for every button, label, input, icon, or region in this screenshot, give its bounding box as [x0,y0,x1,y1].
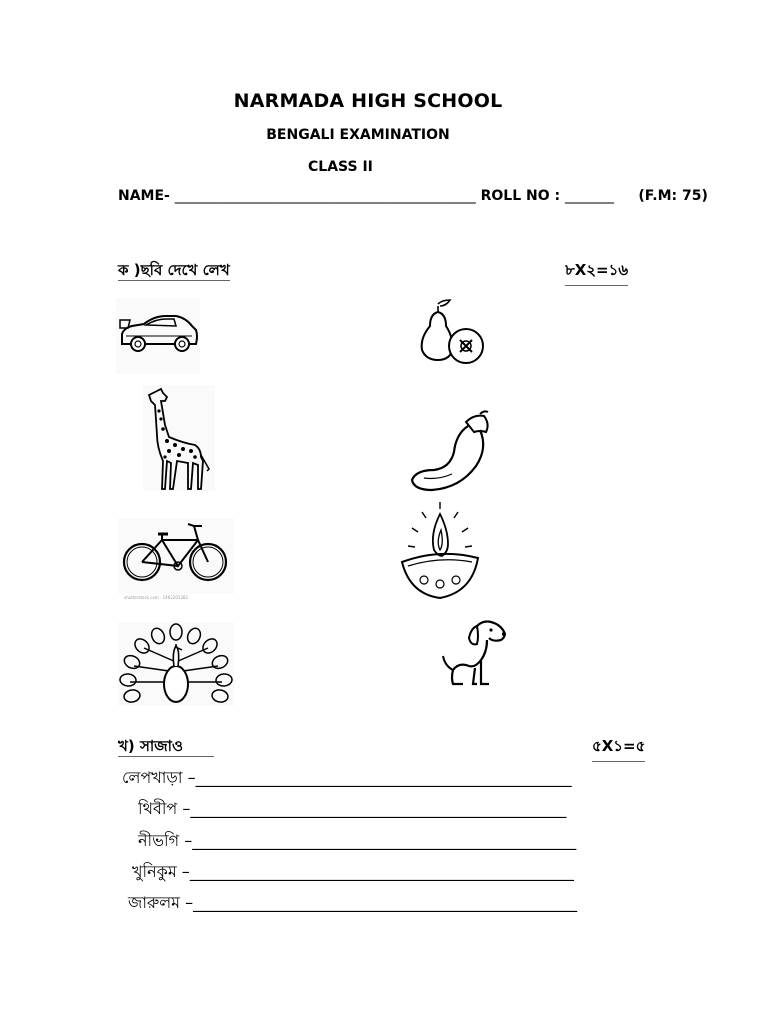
student-info-line [118,188,708,204]
image-watermark: shutterstock.com · 1462201382 [124,595,189,600]
jumbled-word: জারুলম – [128,893,194,912]
section-a-title [118,261,230,281]
bicycle-icon [118,518,234,594]
brinjal-icon [408,408,494,492]
answer-blank[interactable]: _______________________________________________ [195,768,572,787]
name-field[interactable]: ___________________________________________ [174,188,476,204]
list-item [138,828,576,855]
class-label: CLASS II [308,159,373,175]
list-item [132,859,574,886]
section-a-heading [118,259,230,284]
car-icon [116,298,200,374]
full-marks: (F.M: 75) [638,188,708,204]
section-a-marks: ৮X২=১৬ [565,259,628,286]
fruits-icon [416,298,492,366]
exam-subject: BENGALI EXAMINATION [266,127,450,143]
diya-lamp-icon [400,500,480,604]
answer-blank[interactable]: ________________________________________________ [192,831,577,850]
section-b-heading [118,735,214,760]
answer-blank[interactable]: ________________________________________________ [189,862,574,881]
section-b-text: সাজাও [139,737,184,755]
list-item [128,890,577,917]
section-b-title [118,737,214,757]
jumbled-word: নীভগি – [138,831,193,850]
answer-blank[interactable]: ________________________________________________ [193,893,578,912]
section-b-number: খ) [118,737,135,755]
section-a-number: ক ) [118,261,141,279]
list-item [122,765,572,792]
giraffe-icon [143,385,215,491]
dog-icon [437,616,509,688]
answer-blank[interactable]: _______________________________________________ [190,799,567,818]
school-name: NARMADA HIGH SCHOOL [233,90,503,112]
jumbled-word: খুনিকুম – [132,862,190,881]
jumbled-word: থিবীপ – [138,799,191,818]
list-item [138,796,566,823]
jumbled-word: লেপখাড়া – [122,768,196,787]
peacock-icon [118,622,234,706]
roll-field[interactable]: _______ [564,188,614,204]
section-a-text: ছবি দেখে লেখ [140,261,230,279]
section-b-marks: ৫X১=৫ [592,735,645,762]
name-label: NAME- [118,188,170,204]
roll-label: ROLL NO : [480,188,561,204]
